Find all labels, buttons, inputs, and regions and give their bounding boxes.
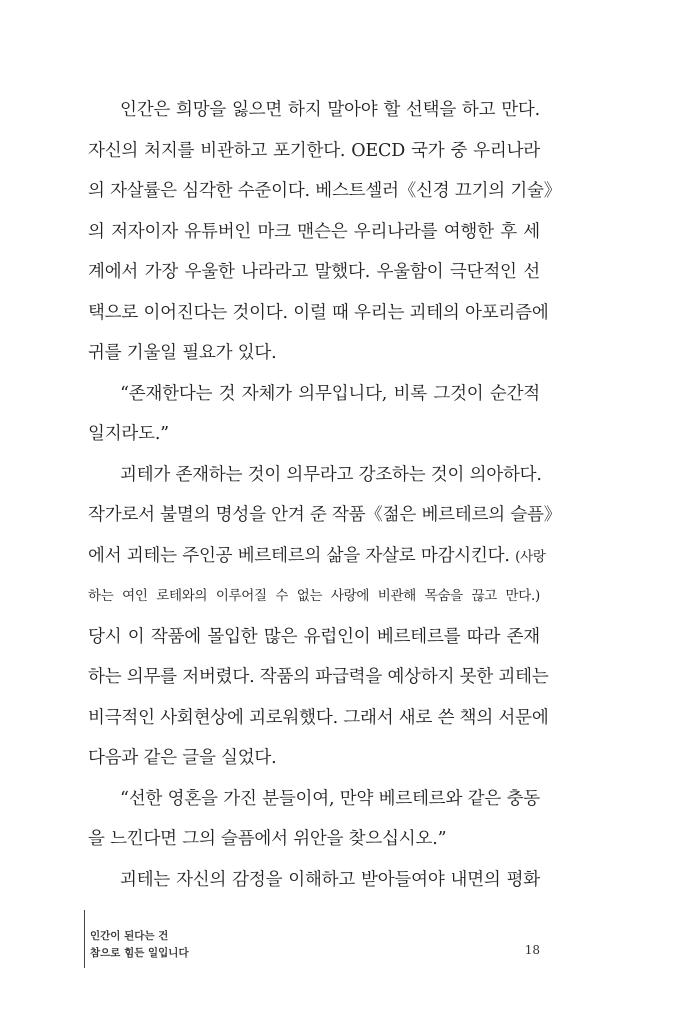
quote-line: 을 느낀다면 그의 슬픔에서 위안을 찾으십시오.” xyxy=(88,829,447,849)
text-segment: 에서 괴테는 주인공 베르테르의 삶을 자살로 마감시킨다. xyxy=(88,545,510,566)
text-line: 하는 의무를 저버렸다. 작품의 파급력을 예상하지 못한 괴테는 xyxy=(88,667,549,687)
text-line: 비극적인 사회현상에 괴로워했다. 그래서 새로 쓴 책의 서문에 xyxy=(88,707,549,728)
text-line: 작가로서 불멸의 명성을 안겨 준 작품《젊은 베르테르의 슬픔》 xyxy=(88,505,562,525)
text-line: 의 저자이자 유튜버인 마크 맨슨은 우리나라를 여행한 후 세 xyxy=(88,221,540,242)
quote-line: “존재한다는 것 자체가 의무입니다, 비록 그것이 순간적 xyxy=(120,383,540,404)
text-line: 괴테가 존재하는 것이 의무라고 강조하는 것이 의아하다. xyxy=(120,464,542,485)
text-line: 괴테는 자신의 감정을 이해하고 받아들여야 내면의 평화 xyxy=(120,869,540,890)
text-line: 인간은 희망을 잃으면 하지 말아야 할 선택을 하고 만다. xyxy=(120,100,540,120)
text-line: 당시 이 작품에 몰입한 많은 유럽인이 베르테르를 따라 존재 xyxy=(88,626,540,647)
aside-note: (사랑 xyxy=(515,548,546,565)
text-line: 다음과 같은 글을 실었다. xyxy=(88,748,277,768)
text-line: 계에서 가장 우울한 나라라고 말했다. 우울함이 극단적인 선 xyxy=(88,262,540,282)
text-line: 택으로 이어진다는 것이다. 이럴 때 우리는 괴테의 아포리즘에 xyxy=(88,302,549,323)
footer-title-line: 참으로 힘든 일입니다 xyxy=(90,947,189,959)
footer-title-line: 인간이 된다는 건 xyxy=(90,930,169,942)
text-line: 자신의 처지를 비관하고 포기한다. OECD 국가 중 우리나라 xyxy=(88,140,540,161)
text-line: 귀를 기울일 필요가 있다. xyxy=(88,343,277,363)
quote-line: 일지라도.” xyxy=(88,424,169,444)
text-line xyxy=(88,536,546,577)
page-body xyxy=(88,90,562,900)
page-number: 18 xyxy=(524,943,540,957)
aside-note-line: 하는 여인 로테와의 이루어질 수 없는 사랑에 비관해 목숨을 끊고 만다.) xyxy=(88,588,540,604)
quote-line: “선한 영혼을 가진 분들이여, 만약 베르테르와 같은 충동 xyxy=(120,788,540,809)
text-line: 의 자살률은 심각한 수준이다. 베스트셀러《신경 끄기의 기술》 xyxy=(88,181,562,201)
footer-divider xyxy=(84,910,85,968)
running-footer-title xyxy=(90,928,189,962)
